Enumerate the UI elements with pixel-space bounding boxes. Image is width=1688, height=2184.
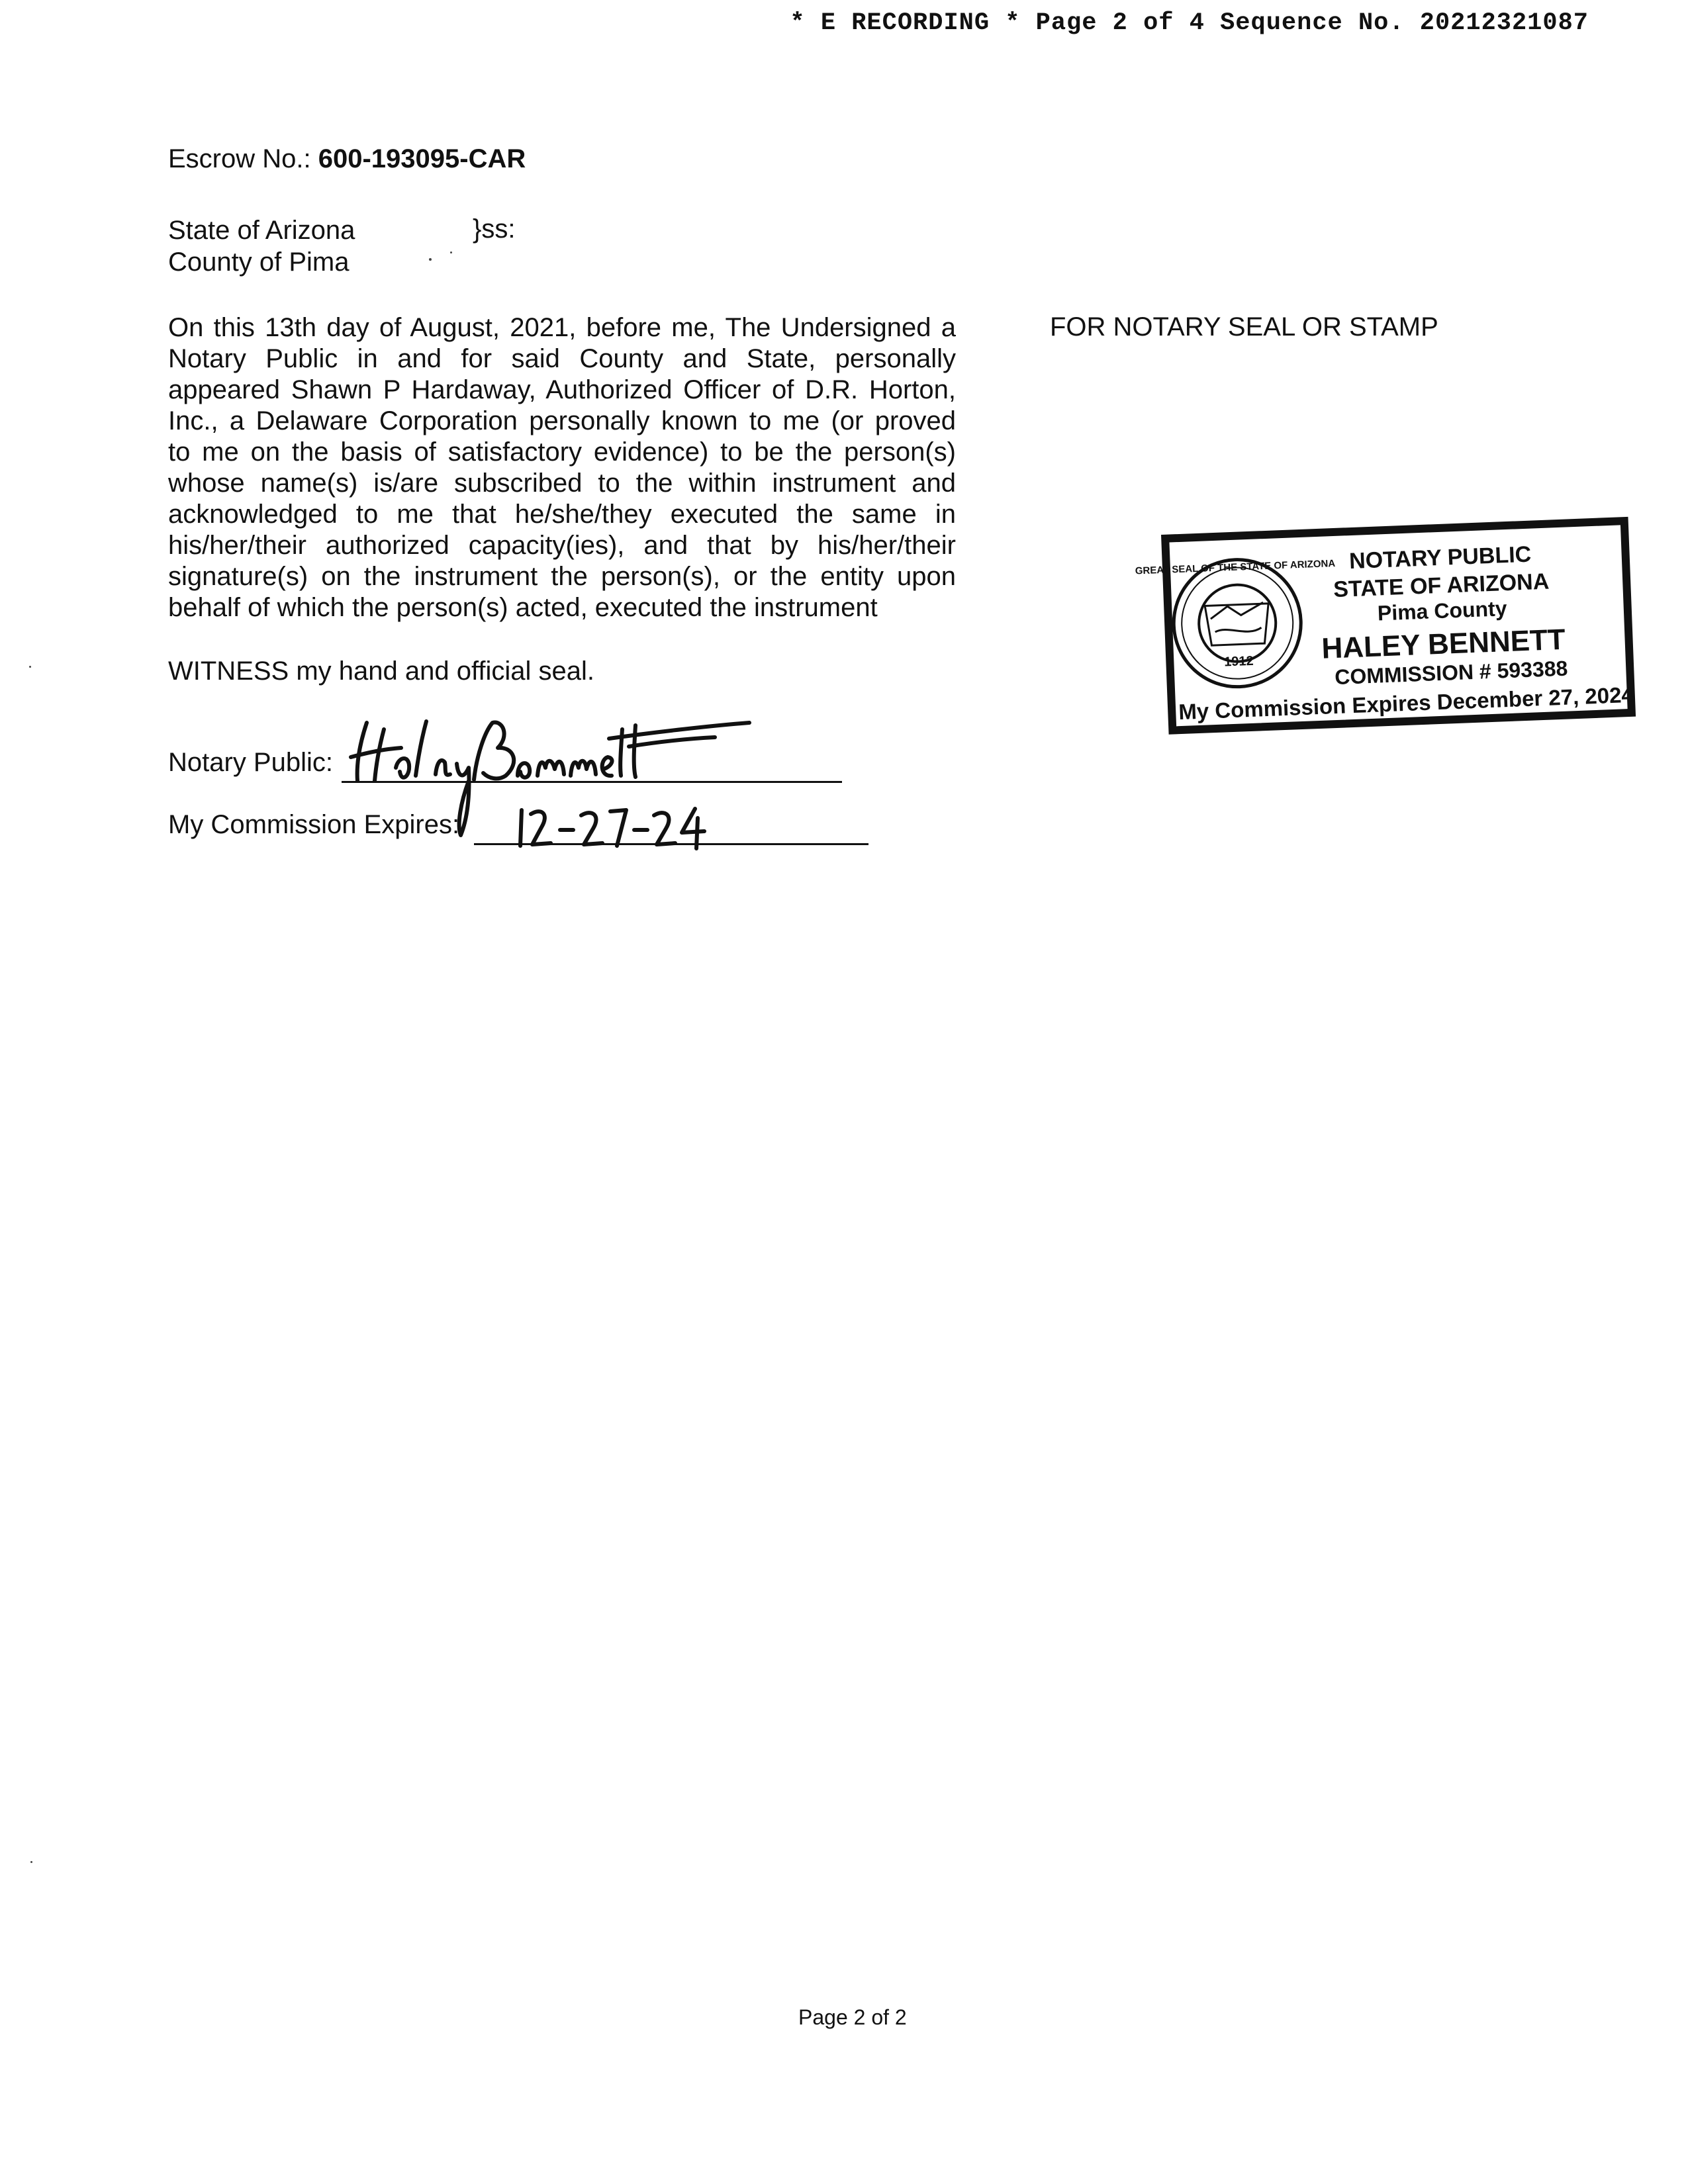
- paragraph-line: to me on the basis of satisfactory evidence) to be the person(s): [168, 437, 956, 467]
- stamp-state: STATE OF ARIZONA: [1333, 569, 1550, 603]
- notary-public-label: Notary Public:: [168, 748, 333, 777]
- venue-state: State of Arizona: [168, 216, 355, 245]
- paragraph-line: signature(s) on the instrument the person(s), or the entity upon: [168, 562, 956, 591]
- paragraph-line: appeared Shawn P Hardaway, Authorized Officer of D.R. Horton,: [168, 375, 956, 404]
- paragraph-line: Notary Public in and for said County and State, personally: [168, 344, 956, 373]
- scan-speck: [29, 666, 31, 668]
- commission-expires-label: My Commission Expires:: [168, 810, 460, 839]
- stamp-county: Pima County: [1377, 596, 1508, 625]
- stamp-name: HALEY BENNETT: [1321, 623, 1566, 665]
- escrow-number: [168, 143, 526, 175]
- stamp-title: NOTARY PUBLIC: [1348, 541, 1532, 574]
- seal-ring-text: GREAT SEAL OF THE STATE OF ARIZONA: [1135, 557, 1336, 577]
- venue-ss: }ss:: [473, 214, 516, 244]
- escrow-value: 600-193095-CAR: [318, 144, 526, 173]
- paragraph-line: acknowledged to me that he/she/they executed the same in: [168, 500, 956, 529]
- stamp-commission: COMMISSION # 593388: [1334, 656, 1568, 690]
- witness-statement: WITNESS my hand and official seal.: [168, 657, 594, 686]
- paragraph-line: Inc., a Delaware Corporation personally known to me (or proved: [168, 406, 956, 435]
- handwritten-expiration-date: [512, 801, 711, 854]
- notary-stamp-graphic: [1135, 517, 1636, 735]
- seal-year: 1912: [1223, 653, 1254, 670]
- venue-county: County of Pima: [168, 248, 350, 277]
- seal-area-label: FOR NOTARY SEAL OR STAMP: [1050, 312, 1438, 341]
- paragraph-line: his/her/their authorized capacity(ies), and that by his/her/their: [168, 531, 956, 560]
- escrow-label: Escrow No.:: [168, 144, 318, 173]
- scan-speck: [429, 258, 432, 261]
- notary-stamp: [1135, 517, 1636, 738]
- paragraph-line: On this 13th day of August, 2021, before me, The Undersigned a: [168, 313, 956, 342]
- scan-speck: [450, 251, 452, 253]
- paragraph-line: whose name(s) is/are subscribed to the within instrument and: [168, 469, 956, 498]
- recording-header: * E RECORDING * Page 2 of 4 Sequence No. 20212321087: [790, 9, 1589, 37]
- paragraph-line: behalf of which the person(s) acted, executed the instrument: [168, 593, 878, 622]
- stamp-expires: My Commission Expires December 27, 2024: [1178, 682, 1634, 725]
- page-number: Page 2 of 2: [798, 2005, 907, 2029]
- acknowledgment-paragraph: [168, 312, 956, 623]
- scan-speck: [30, 1861, 32, 1863]
